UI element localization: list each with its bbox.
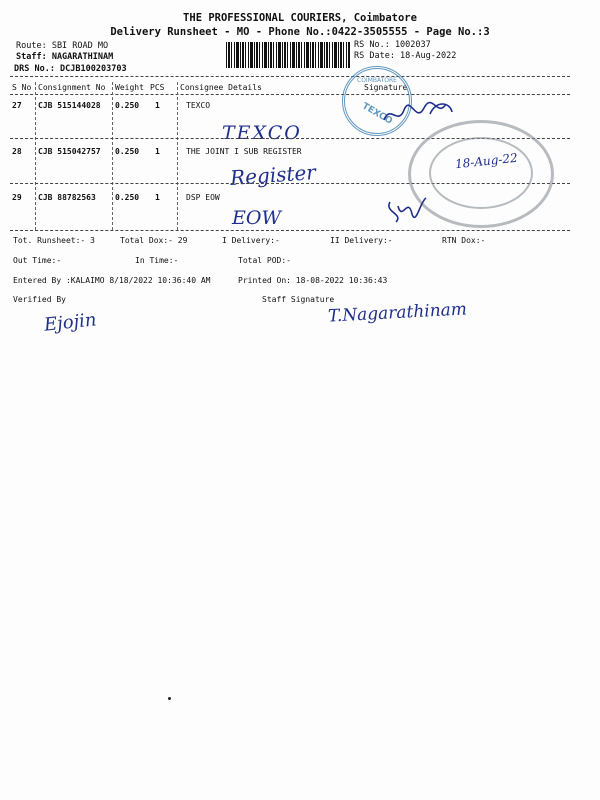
stray-dot: [168, 697, 171, 700]
row-weight: 0.250: [115, 147, 140, 156]
column-header-consignee: Consignee Details: [180, 83, 262, 92]
row-sno: 29: [12, 193, 22, 202]
drs-number: DRS No.: DCJB100203703: [14, 64, 127, 74]
row-consignee: THE JOINT I SUB REGISTER: [186, 147, 302, 156]
row-consignment: CJB 88782563: [38, 193, 96, 202]
row-handwriting: TEXCO: [222, 122, 302, 144]
entered-by: Entered By :KALAIMO 8/18/2022 10:36:40 AM: [13, 276, 211, 285]
column-header-consignment: Consignment No: [38, 83, 106, 92]
ii-delivery: II Delivery:-: [330, 236, 393, 245]
total-dox: Total Dox:- 29: [120, 236, 188, 245]
texco-stamp-text: TEXCO: [360, 101, 394, 127]
delivery-signature-3: [382, 192, 432, 228]
out-time: Out Time:-: [13, 256, 62, 265]
column-separator: [112, 82, 113, 230]
row-consignee: TEXCO: [186, 101, 211, 110]
in-time: In Time:-: [135, 256, 179, 265]
row-pcs: 1: [155, 193, 160, 202]
rtn-dox: RTN Dox:-: [442, 236, 486, 245]
row-handwriting: Register: [229, 160, 317, 190]
column-header-sno: S No: [12, 83, 32, 92]
column-separator: [35, 82, 36, 230]
handwritten-date: 18-Aug-22: [454, 150, 519, 172]
row-consignment: CJB 515144028: [38, 101, 101, 110]
staff-signature: T.Nagarathinam: [327, 299, 468, 327]
rs-number: RS No.: 1002037: [354, 40, 431, 50]
row-weight: 0.250: [115, 101, 140, 110]
table-header-divider: [10, 94, 570, 95]
table-top-divider: [10, 76, 570, 77]
row-pcs: 1: [155, 147, 160, 156]
row-consignment: CJB 515042757: [38, 147, 101, 156]
total-pod: Total POD:-: [238, 256, 291, 265]
registrar-stamp-inner-ring: [429, 137, 533, 209]
total-runsheet: Tot. Runsheet:- 3: [13, 236, 95, 245]
company-title: THE PROFESSIONAL COURIERS, Coimbatore: [183, 12, 417, 24]
row-weight: 0.250: [115, 193, 140, 202]
texco-stamp-city: COIMBATORE: [357, 77, 397, 84]
table-bottom-divider: [10, 230, 570, 231]
barcode: [226, 42, 350, 68]
i-delivery: I Delivery:-: [222, 236, 280, 245]
rs-date: RS Date: 18-Aug-2022: [354, 51, 457, 61]
column-separator: [177, 82, 178, 230]
runsheet-subtitle: Delivery Runsheet - MO - Phone No.:0422-3505555 - Page No.:3: [110, 26, 490, 38]
staff-label: Staff: NAGARATHINAM: [16, 52, 114, 62]
column-header-signature: Signature: [364, 83, 408, 92]
printed-on: Printed On: 18-08-2022 10:36:43: [238, 276, 388, 285]
row-handwriting: EOW: [232, 207, 281, 229]
route-label: Route: SBI ROAD MO: [16, 41, 109, 51]
row-pcs: 1: [155, 101, 160, 110]
row-consignee: DSP EOW: [186, 193, 220, 202]
delivery-signature-1: [380, 96, 460, 130]
column-header-pcs: PCS: [150, 83, 165, 92]
column-header-weight: Weight: [115, 83, 144, 92]
row-sno: 27: [12, 101, 22, 110]
row-sno: 28: [12, 147, 22, 156]
verified-by-label: Verified By: [13, 295, 66, 304]
staff-signature-label: Staff Signature: [262, 295, 335, 304]
verifier-signature: Ejojin: [43, 309, 98, 336]
